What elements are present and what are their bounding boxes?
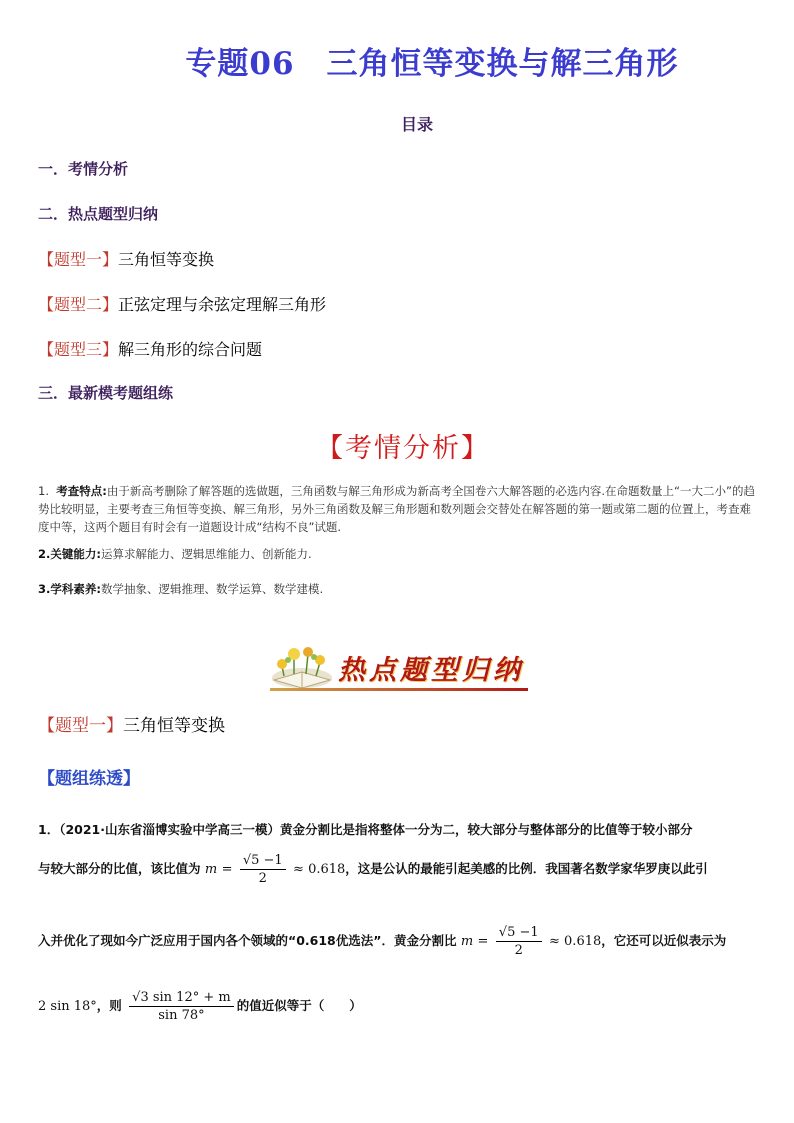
question1-line4-text-a: ，则 bbox=[96, 998, 122, 1013]
expression-fraction bbox=[129, 990, 234, 1023]
toc-item-analysis[interactable]: 一．考情分析 bbox=[38, 160, 129, 178]
toc-sub-type1-bracket: 【题型一】 bbox=[38, 250, 119, 269]
math-approx: ≈ 0.618 bbox=[293, 862, 346, 877]
fraction-denominator: 2 bbox=[514, 943, 523, 958]
toc-sub-type2[interactable] bbox=[38, 292, 326, 315]
analysis-p1-number: 1. bbox=[38, 484, 49, 498]
toc-sub-type1[interactable] bbox=[38, 247, 214, 270]
analysis-paragraph-3 bbox=[38, 580, 760, 598]
fraction-numerator: √3 sin 12° + m bbox=[129, 990, 234, 1007]
analysis-banner: 【考情分析】 bbox=[316, 433, 490, 464]
type1-label: 三角恒等变换 bbox=[123, 716, 225, 736]
fraction-denominator: 2 bbox=[258, 871, 267, 886]
question1-line3-text-b: ，它还可以近似表示为 bbox=[601, 933, 727, 948]
question1-line3-text-a: 入并优化了现如今广泛应用于国内各个领域的“0.618优选法”．黄金分割比 bbox=[38, 933, 457, 948]
page-title: 专题06 三角恒等变换与解三角形 bbox=[185, 46, 679, 82]
type1-bracket: 【题型一】 bbox=[38, 716, 123, 736]
toc-sub-type3-label: 解三角形的综合问题 bbox=[118, 340, 263, 359]
type1-heading bbox=[38, 711, 225, 736]
fraction-numerator: √5 −1 bbox=[496, 925, 542, 942]
fraction-numerator: √5 −1 bbox=[240, 853, 286, 870]
golden-ratio-fraction bbox=[240, 853, 286, 886]
toc-item-practice[interactable]: 三．最新模考题组练 bbox=[38, 384, 174, 402]
toc-sub-type2-label: 正弦定理与余弦定理解三角形 bbox=[118, 295, 327, 314]
toc-sub-type2-bracket: 【题型二】 bbox=[38, 295, 119, 314]
question1-line2-text-a: 与较大部分的比值，该比值为 bbox=[38, 861, 201, 876]
math-2sin18: 2 sin 18° bbox=[38, 999, 97, 1014]
math-equals: = bbox=[477, 934, 489, 949]
fraction-denominator: sin 78° bbox=[158, 1008, 205, 1023]
analysis-p3-text: 数学抽象、逻辑推理、数学运算、数学建模. bbox=[100, 582, 324, 596]
math-equals: = bbox=[221, 862, 233, 877]
math-m: m bbox=[460, 934, 474, 949]
toc-sub-type1-label: 三角恒等变换 bbox=[118, 250, 215, 269]
analysis-p3-label: 3.学科素养: bbox=[38, 582, 101, 596]
math-approx: ≈ 0.618 bbox=[549, 934, 602, 949]
question1-line2-text-b: ，这是公认的最能引起美感的比例．我国著名数学家华罗庚以此引 bbox=[345, 861, 708, 876]
hot-types-banner: 热点题型归纳 bbox=[338, 655, 524, 686]
analysis-paragraph-1 bbox=[38, 482, 760, 536]
toc-item-hot-types[interactable]: 二．热点题型归纳 bbox=[38, 205, 159, 223]
analysis-p2-text: 运算求解能力、逻辑思维能力、创新能力. bbox=[100, 547, 312, 561]
practice-heading: 【题组练透】 bbox=[38, 769, 140, 789]
question1-line4 bbox=[38, 990, 768, 1023]
math-m: m bbox=[204, 862, 218, 877]
toc-heading: 目录 bbox=[400, 115, 433, 134]
golden-ratio-fraction bbox=[496, 925, 542, 958]
analysis-p1-label: 考查特点: bbox=[56, 484, 107, 498]
question1-line2 bbox=[38, 853, 768, 886]
banner-underline bbox=[270, 688, 528, 691]
question1-line4-text-b: 的值近似等于（ ） bbox=[236, 998, 362, 1013]
analysis-p1-text: 由于新高考删除了解答题的选做题，三角函数与解三角形成为新高考全国卷六大解答题的必选内容.在命题数量上“一大二小”的趋势比较明显，主要考查三角恒等变换、解三角形，另外三角函数及解三角形题和数列题会交替处在解答题的第一题或第二题的位置上，考查难度中等，这两个题目有时会有一道题设计成“结构不良”试题. bbox=[38, 484, 755, 534]
question1-line3 bbox=[38, 925, 768, 958]
analysis-p2-label: 2.关键能力: bbox=[38, 547, 101, 561]
analysis-paragraph-2 bbox=[38, 545, 760, 563]
question1-line1: 1．（2021·山东省淄博实验中学高三一模）黄金分割比是指将整体一分为二，较大部分与整体部分的比值等于较小部分 bbox=[38, 822, 693, 837]
toc-sub-type3-bracket: 【题型三】 bbox=[38, 340, 119, 359]
toc-sub-type3[interactable] bbox=[38, 337, 262, 360]
